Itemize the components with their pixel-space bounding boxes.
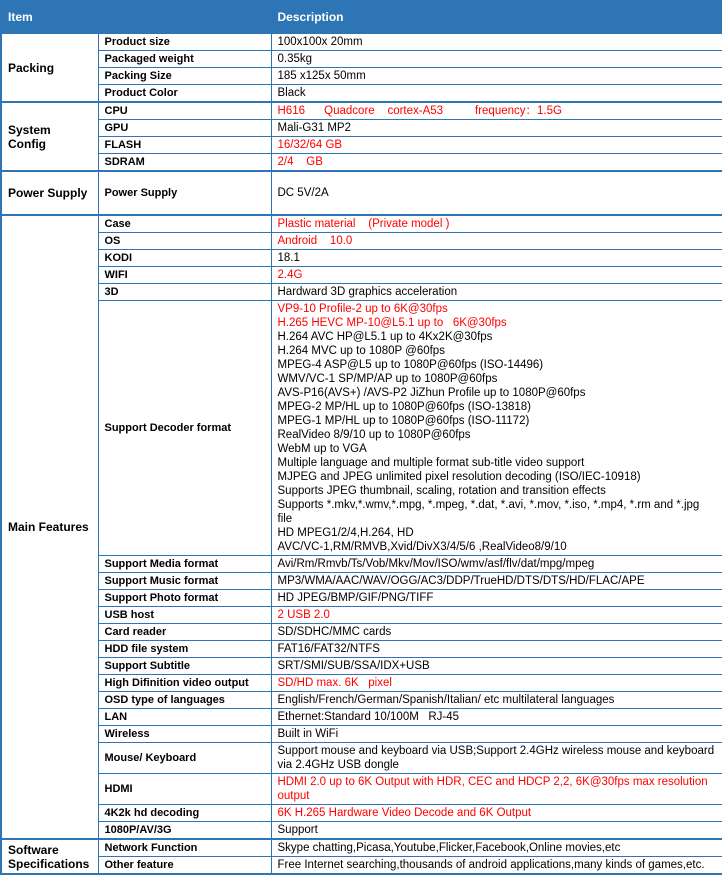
spec-value-cell [271,709,722,726]
spec-row [1,857,722,875]
spec-label-cell: Case [98,215,271,233]
spec-line: MJPEG and JPEG unlimited pixel resolution decoding (ISO/IEC-10918) [277,471,641,483]
spec-line: MP3/WMA/AAC/WAV/OGG/AC3/DDP/TrueHD/DTS/DTS/HD/FLAC/APE [277,575,645,587]
spec-label-cell: 4K2k hd decoding [98,805,271,822]
spec-row [1,33,722,51]
spec-label-cell: WIFI [98,267,271,284]
spec-value-cell [271,857,722,875]
spec-row [1,267,722,284]
table-header-row [1,1,722,33]
spec-row [1,85,722,103]
spec-line: 2.4G [277,269,303,281]
spec-line: WMV/VC-1 SP/MP/AP up to 1080P@60fps [277,373,498,385]
spec-value-cell [271,233,722,250]
spec-label-cell: Support Music format [98,573,271,590]
spec-row [1,743,722,774]
spec-line: 2 USB 2.0 [277,609,330,621]
spec-value-cell [271,675,722,692]
spec-value-cell [271,607,722,624]
spec-label-cell: Product size [98,33,271,51]
spec-row [1,51,722,68]
spec-line: 0.35kg [277,53,313,65]
spec-value-cell [271,839,722,857]
spec-row [1,607,722,624]
spec-value-cell [271,658,722,675]
spec-value-cell [271,154,722,172]
spec-label-cell: OS [98,233,271,250]
spec-line: Supports *.mkv,*.wmv,*.mpg, *.mpeg, *.dat, *.avi, *.mov, *.iso, *.mp4, *.rm and *.jpg file [277,499,703,525]
spec-row [1,624,722,641]
spec-label-cell: Support Subtitle [98,658,271,675]
spec-value-cell [271,743,722,774]
spec-value-cell [271,822,722,840]
spec-label-cell: FLASH [98,137,271,154]
spec-label-cell: Packaged weight [98,51,271,68]
spec-row [1,250,722,267]
spec-line: RealVideo 8/9/10 up to 1080P@60fps [277,429,471,441]
spec-value-cell [271,102,722,120]
spec-line: SD/SDHC/MMC cards [277,626,392,638]
spec-value-cell [271,85,722,103]
spec-line: Avi/Rm/Rmvb/Ts/Vob/Mkv/Mov/ISO/wmv/asf/flv/dat/mpg/mpeg [277,558,595,570]
spec-label-cell: 3D [98,284,271,301]
spec-row [1,658,722,675]
spec-line: WebM up to VGA [277,443,367,455]
spec-value-cell [271,68,722,85]
spec-line: FAT16/FAT32/NTFS [277,643,380,655]
spec-label-cell: Support Media format [98,556,271,573]
spec-value-cell [271,267,722,284]
header-description: Description [271,1,722,33]
spec-row [1,675,722,692]
spec-label-cell: Mouse/ Keyboard [98,743,271,774]
spec-value-cell [271,641,722,658]
spec-row [1,839,722,857]
spec-row [1,301,722,556]
spec-line: Support mouse and keyboard via USB;Support 2.4GHz wireless mouse and keyboard via 2.4GHz USB dongle [277,745,718,771]
spec-label-cell: Power Supply [98,171,271,215]
category-cell: Packing [1,33,98,102]
spec-line: 185 x125x 50mm [277,70,366,82]
category-cell: System Config [1,102,98,171]
spec-line: H616 Quadcore cortex-A53 frequency：1.5G [277,105,562,117]
spec-label-cell: Wireless [98,726,271,743]
spec-label-cell: 1080P/AV/3G [98,822,271,840]
spec-row [1,641,722,658]
spec-row [1,709,722,726]
spec-value-cell [271,171,722,215]
spec-value-cell [271,51,722,68]
spec-label-cell: CPU [98,102,271,120]
spec-value-cell [271,215,722,233]
spec-label-cell: Product Color [98,85,271,103]
spec-label-cell: KODI [98,250,271,267]
spec-line: MPEG-4 ASP@L5 up to 1080P@60fps (ISO-14496) [277,359,544,371]
spec-label-cell: Packing Size [98,68,271,85]
spec-line: 2/4 GB [277,156,323,168]
spec-line: Support [277,824,318,836]
spec-row [1,102,722,120]
spec-row [1,284,722,301]
spec-line: Android 10.0 [277,235,353,247]
spec-value-cell [271,284,722,301]
spec-row [1,692,722,709]
spec-line: Ethernet:Standard 10/100M RJ-45 [277,711,460,723]
spec-value-cell [271,33,722,51]
spec-value-cell [271,805,722,822]
spec-row [1,726,722,743]
spec-label-cell: LAN [98,709,271,726]
spec-line: Mali-G31 MP2 [277,122,351,134]
spec-label-cell: Other feature [98,857,271,875]
spec-row [1,590,722,607]
spec-line: MPEG-1 MP/HL up to 1080P@60fps (ISO-11172) [277,415,530,427]
spec-value-cell [271,590,722,607]
spec-row [1,171,722,215]
spec-row [1,120,722,137]
spec-label-cell: Card reader [98,624,271,641]
spec-line: H.264 AVC HP@L5.1 up to 4Kx2K@30fps [277,331,493,343]
spec-row [1,556,722,573]
spec-label-cell: HDD file system [98,641,271,658]
spec-line: Built in WiFi [277,728,339,740]
spec-line: HD JPEG/BMP/GIF/PNG/TIFF [277,592,434,604]
spec-label-cell: Network Function [98,839,271,857]
spec-label-cell: SDRAM [98,154,271,172]
spec-line: Plastic material (Private model ) [277,218,450,230]
spec-line: 100x100x 20mm [277,36,363,48]
spec-line: AVC/VC-1,RM/RMVB,Xvid/DivX3/4/5/6 ,RealVideo8/9/10 [277,541,567,553]
spec-line: English/French/German/Spanish/Italian/ etc multilateral languages [277,694,615,706]
spec-row [1,137,722,154]
spec-row [1,774,722,805]
spec-value-cell [271,573,722,590]
spec-row [1,233,722,250]
spec-line: DC 5V/2A [277,187,329,199]
spec-row [1,68,722,85]
category-cell: Software Specifications [1,839,98,874]
spec-label-cell: OSD type of languages [98,692,271,709]
spec-line: 6K H.265 Hardware Video Decode and 6K Output [277,807,532,819]
spec-line: HDMI 2.0 up to 6K Output with HDR, CEC and HDCP 2,2, 6K@30fps max resolution output [277,776,711,802]
spec-line: SD/HD max. 6K pixel [277,677,392,689]
spec-line: Free Internet searching,thousands of android applications,many kinds of games,etc. [277,859,705,871]
spec-label-cell: Support Decoder format [98,301,271,556]
spec-line: Supports JPEG thumbnail, scaling, rotation and transition effects [277,485,606,497]
spec-label-cell: Support Photo format [98,590,271,607]
header-item: Item [1,1,271,33]
spec-table-body [1,33,722,874]
spec-label-cell: High Difinition video output [98,675,271,692]
spec-line: SRT/SMI/SUB/SSA/IDX+USB [277,660,430,672]
spec-line: AVS-P16(AVS+) /AVS-P2 JiZhun Profile up to 1080P@60fps [277,387,586,399]
spec-line: H.265 HEVC MP-10@L5.1 up to 6K@30fps [277,317,507,329]
spec-value-cell [271,692,722,709]
spec-value-cell [271,624,722,641]
spec-line: MPEG-2 MP/HL up to 1080P@60fps (ISO-13818) [277,401,532,413]
spec-line: Hardward 3D graphics acceleration [277,286,458,298]
spec-line: Multiple language and multiple format sub-title video support [277,457,585,469]
spec-line: Black [277,87,306,99]
category-cell: Main Features [1,215,98,839]
spec-value-cell [271,120,722,137]
spec-row [1,805,722,822]
spec-row [1,154,722,172]
spec-line: 16/32/64 GB [277,139,343,151]
category-cell: Power Supply [1,171,98,215]
spec-value-cell [271,774,722,805]
spec-value-cell [271,137,722,154]
spec-line: 18.1 [277,252,300,264]
spec-value-cell [271,250,722,267]
spec-line: Skype chatting,Picasa,Youtube,Flicker,Facebook,Online movies,etc [277,842,621,854]
spec-label-cell: USB host [98,607,271,624]
spec-line: VP9-10 Profile-2 up to 6K@30fps [277,303,448,315]
spec-label-cell: GPU [98,120,271,137]
spec-row [1,822,722,840]
spec-line: H.264 MVC up to 1080P @60fps [277,345,445,357]
spec-row [1,215,722,233]
spec-row [1,573,722,590]
spec-value-cell [271,556,722,573]
spec-value-cell [271,301,722,556]
spec-value-cell [271,726,722,743]
spec-line: HD MPEG1/2/4,H.264, HD [277,527,414,539]
spec-label-cell: HDMI [98,774,271,805]
